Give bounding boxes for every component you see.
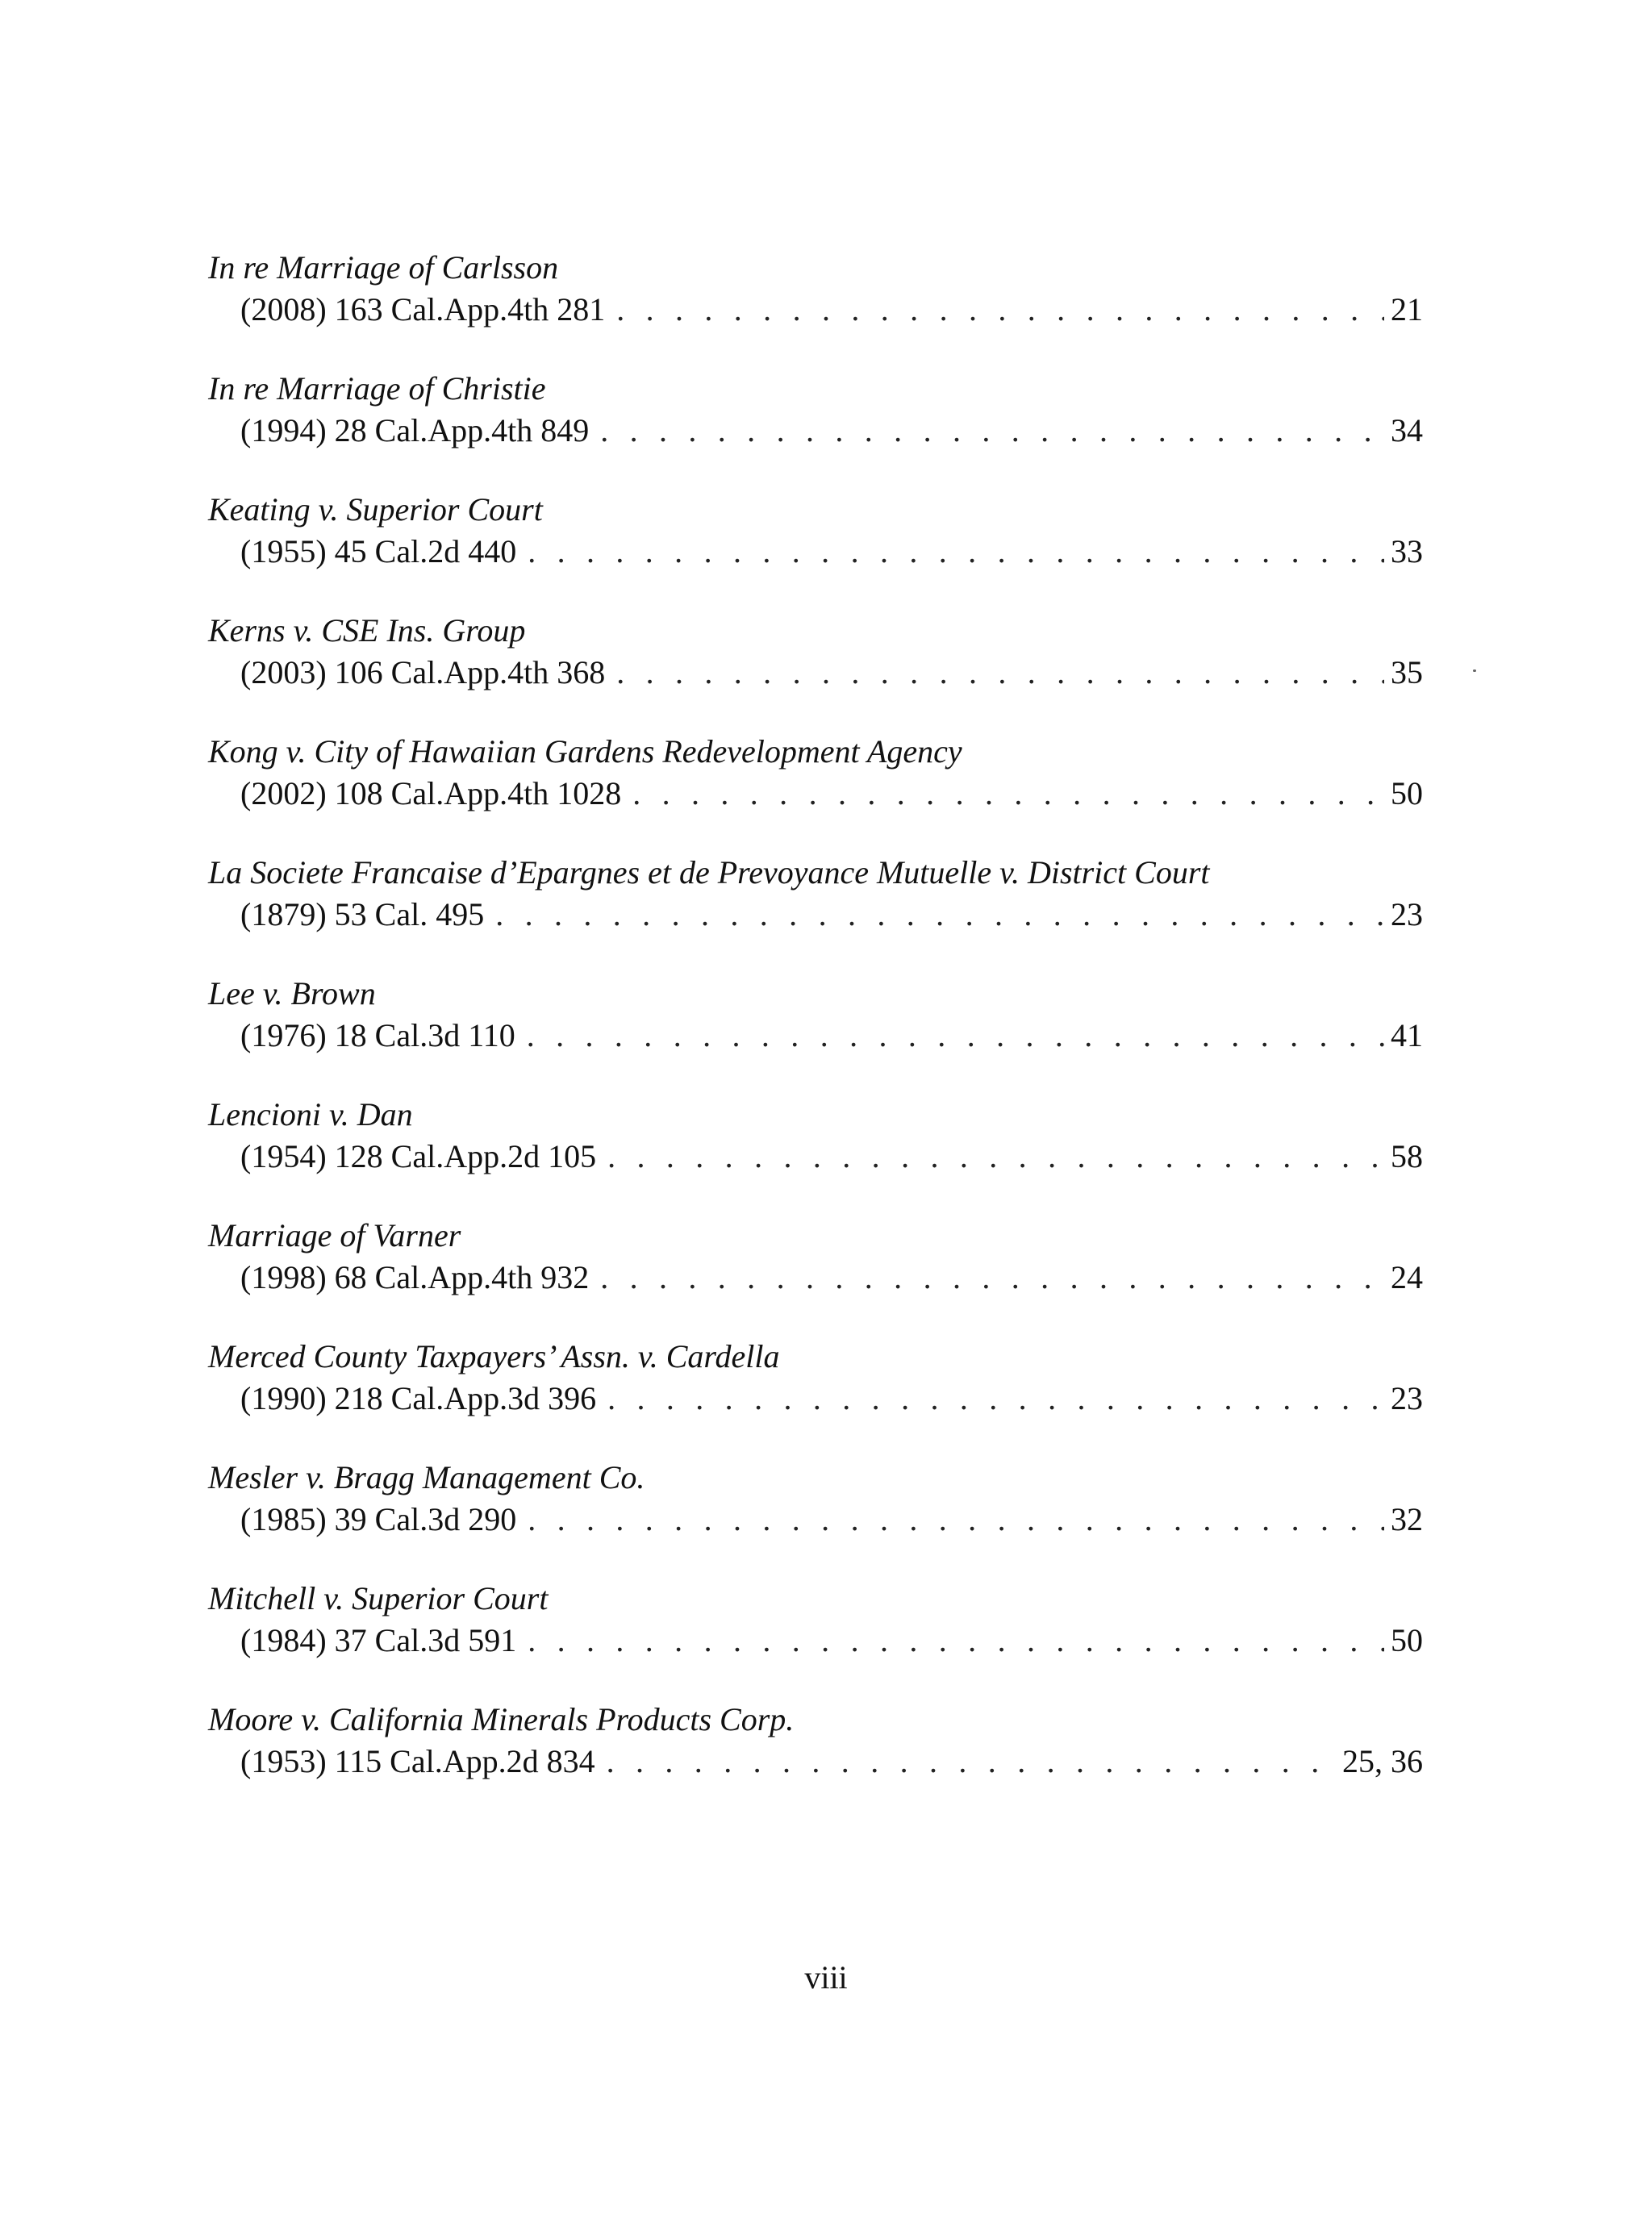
case-name: Kerns v. CSE Ins. Group [208, 612, 526, 649]
page-reference: 23 [1391, 896, 1423, 932]
citation-line [240, 1016, 1423, 1055]
authority-entry [208, 1337, 1423, 1458]
authority-entry [208, 853, 1423, 974]
case-name: Moore v. California Minerals Products Corp. [208, 1701, 795, 1737]
authority-entry [208, 1095, 1423, 1216]
page-reference: 58 [1391, 1138, 1423, 1174]
dot-leader [528, 1621, 1384, 1660]
dot-leader [607, 1137, 1384, 1176]
citation-line [240, 895, 1423, 934]
page-reference: 50 [1391, 775, 1423, 811]
citation-line [240, 1742, 1423, 1781]
citation: (1994) 28 Cal.App.4th 849 [240, 412, 590, 448]
case-name: Lencioni v. Dan [208, 1096, 413, 1132]
citation-line [240, 774, 1423, 813]
citation: (1998) 68 Cal.App.4th 932 [240, 1259, 590, 1295]
page-reference: 24 [1391, 1259, 1423, 1295]
citation-line [240, 290, 1423, 329]
dot-leader [600, 1258, 1384, 1297]
citation: (1990) 218 Cal.App.3d 396 [240, 1380, 597, 1416]
citation: (2008) 163 Cal.App.4th 281 [240, 291, 606, 327]
authority-entry [208, 611, 1423, 732]
dot-leader [528, 1500, 1384, 1539]
page-number: viii [804, 1959, 848, 1996]
case-name: Kong v. City of Hawaiian Gardens Redevelopment Agency [208, 733, 962, 770]
citation: (1953) 115 Cal.App.2d 834 [240, 1743, 595, 1779]
case-name: Mitchell v. Superior Court [208, 1580, 549, 1616]
case-name: Lee v. Brown [208, 975, 376, 1011]
citation-line [240, 1621, 1423, 1660]
citation: (1955) 45 Cal.2d 440 [240, 533, 517, 569]
authority-entry [208, 732, 1423, 853]
case-name: La Societe Francaise d’Epargnes et de Prevoyance Mutuelle v. District Court [208, 854, 1210, 891]
case-name: Merced County Taxpayers’ Assn. v. Cardella [208, 1338, 780, 1374]
citation-line [240, 1500, 1423, 1539]
citation-line [240, 653, 1423, 692]
case-name: Marriage of Varner [208, 1217, 461, 1253]
dot-leader [616, 290, 1384, 329]
authority-entry [208, 1216, 1423, 1337]
authority-entry [208, 974, 1423, 1095]
case-name: In re Marriage of Christie [208, 370, 546, 407]
page-reference: 21 [1391, 291, 1423, 327]
authority-entry [208, 490, 1423, 611]
authority-entry [208, 1458, 1423, 1579]
page-reference: 33 [1391, 533, 1423, 569]
case-name: Keating v. Superior Court [208, 491, 543, 528]
case-name: Mesler v. Bragg Management Co. [208, 1459, 645, 1495]
page-reference: 32 [1391, 1501, 1423, 1537]
dot-leader [607, 1379, 1384, 1418]
citation: (2002) 108 Cal.App.4th 1028 [240, 775, 622, 811]
citation: (1879) 53 Cal. 495 [240, 896, 485, 932]
table-of-authorities [208, 248, 1423, 1821]
citation-line [240, 1137, 1423, 1176]
authority-entry [208, 248, 1423, 369]
scan-speck [1473, 669, 1476, 672]
citation: (1984) 37 Cal.3d 591 [240, 1622, 517, 1658]
citation: (1976) 18 Cal.3d 110 [240, 1017, 515, 1053]
authority-entry [208, 369, 1423, 490]
citation-line [240, 411, 1423, 450]
citation: (1985) 39 Cal.3d 290 [240, 1501, 517, 1537]
page-reference: 35 [1391, 654, 1423, 690]
dot-leader [607, 1742, 1336, 1781]
citation-line [240, 1379, 1423, 1418]
dot-leader [632, 774, 1384, 813]
dot-leader [495, 895, 1384, 934]
citation-line [240, 1258, 1423, 1297]
page-reference: 23 [1391, 1380, 1423, 1416]
citation-line [240, 532, 1423, 571]
dot-leader [616, 653, 1384, 692]
dot-leader [600, 411, 1384, 450]
authority-entry [208, 1579, 1423, 1700]
page-reference: 25, 36 [1342, 1743, 1423, 1779]
page-reference: 34 [1391, 412, 1423, 448]
dot-leader [528, 532, 1384, 571]
citation: (1954) 128 Cal.App.2d 105 [240, 1138, 597, 1174]
page-reference: 41 [1391, 1017, 1423, 1053]
dot-leader [527, 1016, 1384, 1055]
citation: (2003) 106 Cal.App.4th 368 [240, 654, 606, 690]
case-name: In re Marriage of Carlsson [208, 249, 559, 286]
authority-entry [208, 1700, 1423, 1821]
page-reference: 50 [1391, 1622, 1423, 1658]
